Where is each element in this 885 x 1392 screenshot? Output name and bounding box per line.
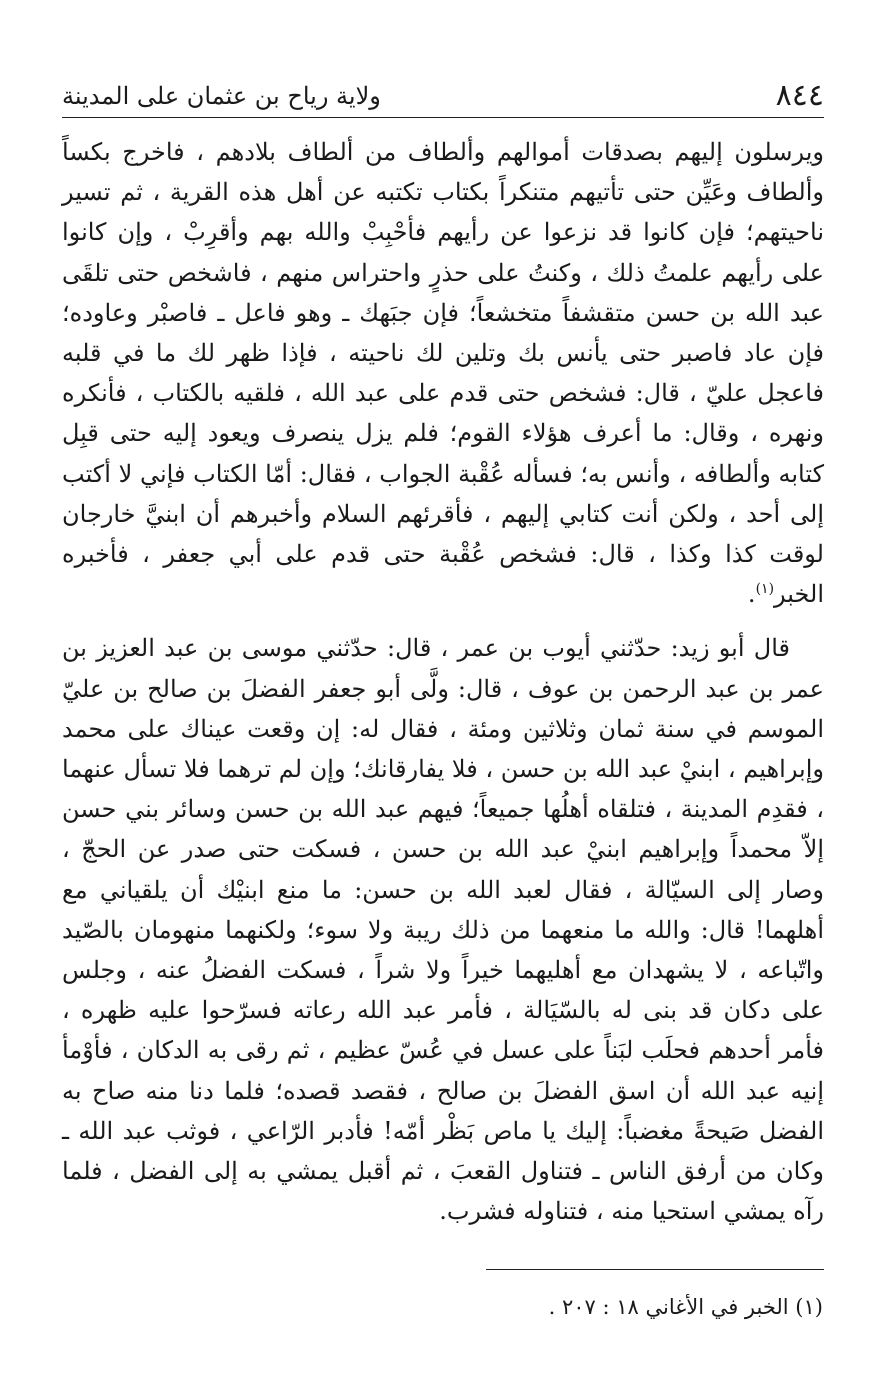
paragraph-2: قال أبو زيد: حدّثني أيوب بن عمر ، قال: حدّثني موسى بن عبد العزيز بن عمر بن عبد الرحمن بن عوف ، قال: ولَّى أبو جعفر الفضلَ بن صالح بن عليّ الموسم في سنة ثمان وثلاثين ومئة ، فقال له: إن وقعت عيناك على محمد وإبراهيم ، ابنيْ عبد الله بن حسن ، فلا يفارقانك؛ وإن لم ترهما فلا تسأل عنهما ، فقدِم المدينة ، فتلقاه أهلُها جميعاً؛ فيهم عبد الله بن حسن وسائر بني حسن إلاّ محمداً وإبراهيم ابنيْ عبد الله بن حسن ، فسكت حتى صدر عن الحجّ ، وصار إلى السيّالة ، فقال لعبد الله بن حسن: ما منع ابنيْك أن يلقياني مع أهلهما! قال: والله ما منعهما من ذلك ريبة ولا سوء؛ ولكنهما منهومان بالصّيد واتّباعه ، لا يشهدان مع أهليهما خيراً ولا شراً ، فسكت الفضلُ عنه ، وجلس على دكان قد بنى له بالسّيَالة ، فأمر عبد الله رعاته فسرّحوا عليه ظهره ، فأمر أحدهم فحلَب لبَناً على عسل في عُسّ عظيم ، ثم رقى به الدكان ، فأوْمأ إنيه عبد الله أن اسق الفضلَ بن صالح ، فقصد قصده؛ فلما دنا منه صاح به الفضل صَيحةً مغضباً: إليك يا ماص بَظْر أمّه! فأدبر الرّاعي ، فوثب عبد الله ـ وكان من أرفق الناس ـ فتناول القعبَ ، ثم أقبل يمشي به إلى الفضل ، فلما رآه يمشي استحيا منه ، فتناوله فشرب. xyxy=(62,634,824,1226)
footnote-divider xyxy=(486,1269,824,1270)
paragraph-1 xyxy=(62,132,824,614)
paragraph-1-end: . xyxy=(747,580,756,609)
header-divider xyxy=(62,117,824,118)
paragraph-1-text: ويرسلون إليهم بصدقات أموالهم وألطاف من ألطاف بلادهم ، فاخرج بكساً وألطاف وعَيِّن حتى تأتيهم متنكراً بكتاب تكتبه عن أهل هذه القرية ، ثم تسير ناحيتهم؛ فإن كانوا قد نزعوا عن رأيهم فأحْبِبْ والله بهم وأقرِبْ ، وإن كانوا على رأيهم علمتُ ذلك ، وكنتُ على حذرٍ واحتراس منهم ، فاشخص حتى تلقَى عبد الله بن حسن متقشفاً متخشعاً؛ فإن جبَهك ـ وهو فاعل ـ فاصبْر وعاوده؛ فإن عاد فاصبر حتى يأنس بك وتلين لك ناحيته ، فإذا ظهر لك ما في قلبه فاعجل عليّ ، قال: فشخص حتى قدم على عبد الله ، فلقيه بالكتاب ، فأنكره ونهره ، وقال: ما أعرف هؤلاء القوم؛ فلم يزل ينصرف ويعود إليه حتى قبِل كتابه وألطافه ، وأنس به؛ فسأله عُقْبة الجواب ، فقال: أمّا الكتاب فإني لا أكتب إلى أحد ، ولكن أنت كتابي إليهم ، فأقرئهم السلام وأخبرهم أن ابنيَّ خارجان لوقت كذا وكذا ، قال: فشخص عُقْبة حتى قدم على أبي جعفر ، فأخبره الخبر xyxy=(62,138,825,609)
page-header xyxy=(62,74,824,114)
main-text xyxy=(62,132,824,1231)
running-title: ولاية رياح بن عثمان على المدينة xyxy=(62,82,381,110)
footnote: (١) الخبر في الأغاني ١٨ : ٢٠٧ . xyxy=(548,1295,823,1319)
page-number: ٨٤٤ xyxy=(775,78,824,113)
footnote-reference: (١) xyxy=(755,581,775,598)
